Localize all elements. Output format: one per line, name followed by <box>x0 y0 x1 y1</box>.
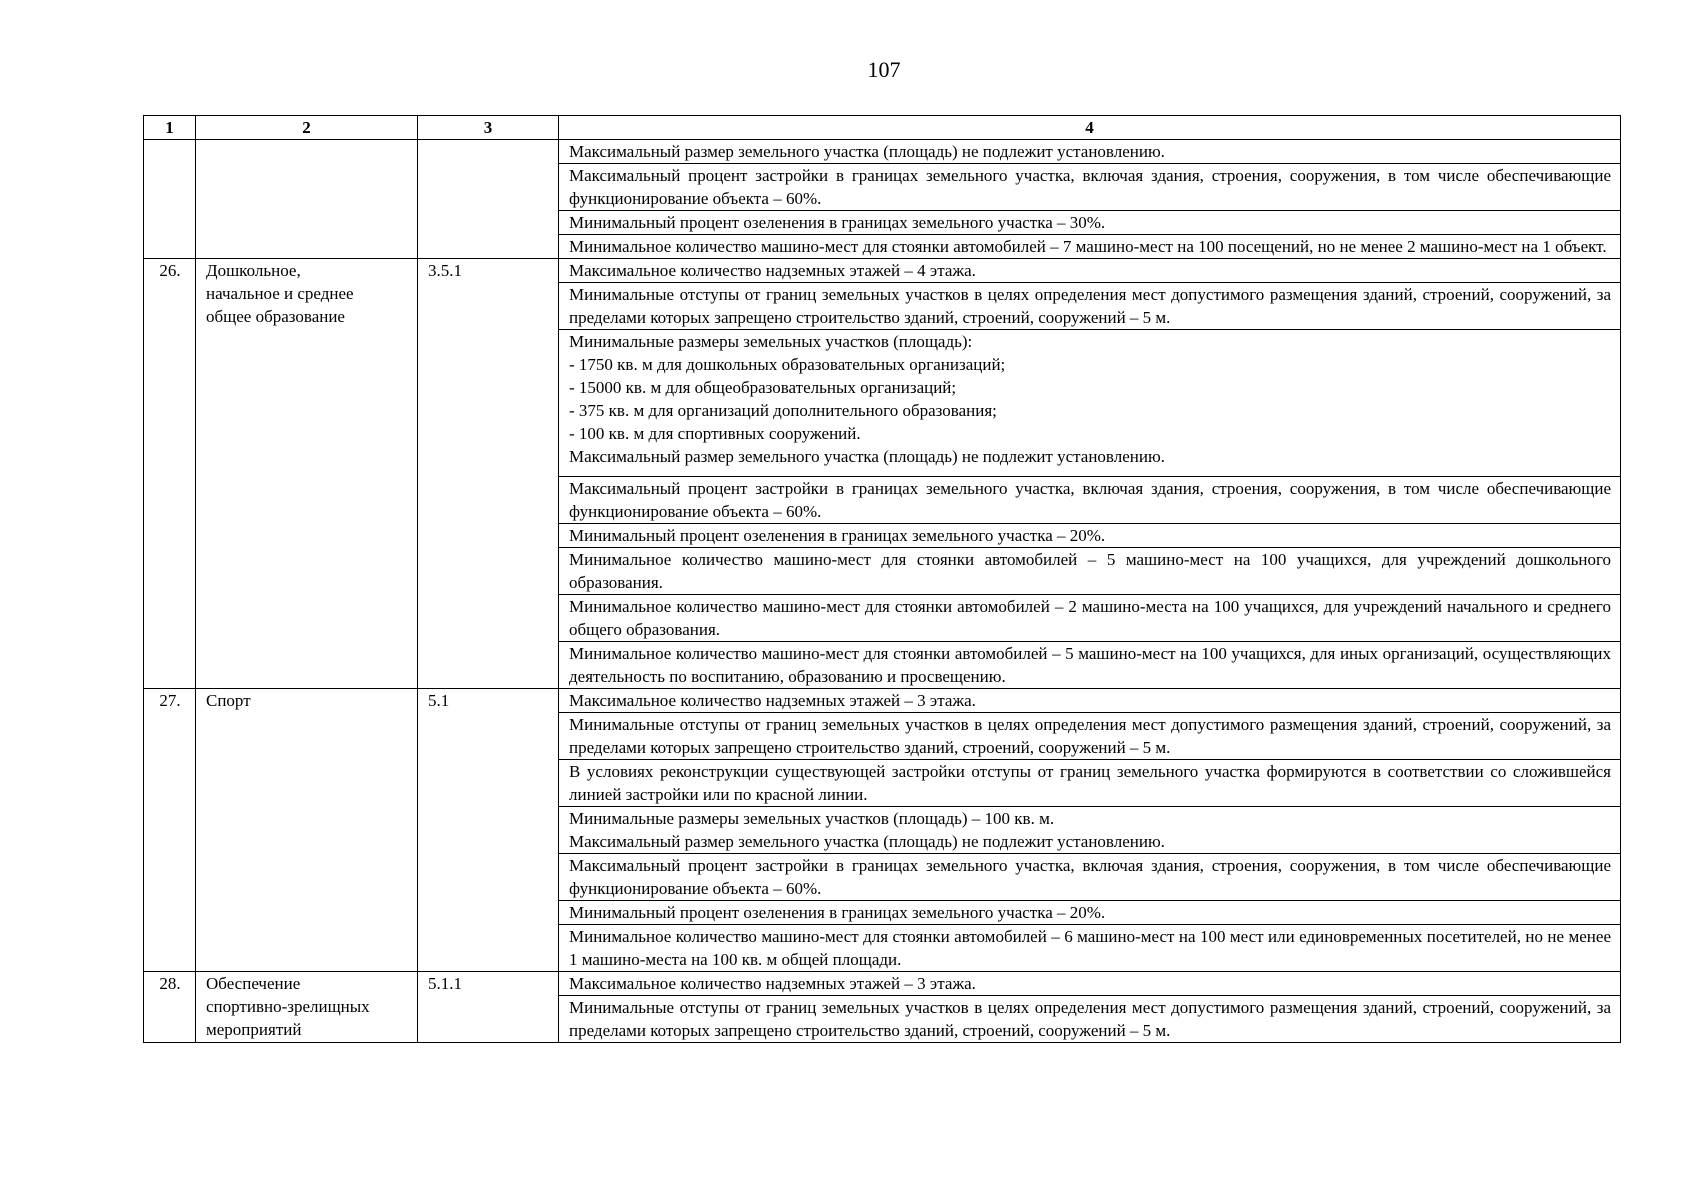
column-header: 4 <box>559 116 1621 140</box>
cell-param: Минимальные отступы от границ земельных участков в целях определения мест допустимого размещения зданий, строений, сооружений, за пределами которых запрещено строительство зданий, строений, сооружений – 5 м. <box>559 996 1621 1043</box>
cell-name <box>196 972 418 1043</box>
cell-param: Минимальное количество машино-мест для стоянки автомобилей – 5 машино-мест на 100 учащихся, для иных организаций, осуществляющих деятельность по воспитанию, образованию и просвещению. <box>559 642 1621 689</box>
cell-name <box>196 259 418 689</box>
cell-param: Минимальное количество машино-мест для стоянки автомобилей – 7 машино-мест на 100 посещений, но не менее 2 машино-мест на 1 объект. <box>559 235 1621 259</box>
name-line: мероприятий <box>206 1020 302 1039</box>
name-line: общее образование <box>206 307 345 326</box>
column-header: 2 <box>196 116 418 140</box>
cell-param: Максимальный размер земельного участка (площадь) не подлежит установлению. <box>559 140 1621 164</box>
cell-param <box>559 330 1621 477</box>
param-line: Максимальный размер земельного участка (площадь) не подлежит установлению. <box>569 447 1165 466</box>
cell-param: Минимальный процент озеленения в границах земельного участка – 20%. <box>559 901 1621 925</box>
name-line: Обеспечение <box>206 974 301 993</box>
cell-param: Максимальный процент застройки в границах земельного участка, включая здания, строения, сооружения, в том числе обеспечивающие функционирование объекта – 60%. <box>559 164 1621 211</box>
cell-param: Максимальный процент застройки в границах земельного участка, включая здания, строения, сооружения, в том числе обеспечивающие функционирование объекта – 60%. <box>559 854 1621 901</box>
name-line: Дошкольное, <box>206 261 301 280</box>
name-line: спортивно-зрелищных <box>206 997 370 1016</box>
cell-param: Минимальное количество машино-мест для стоянки автомобилей – 5 машино-мест на 100 учащихся, для учреждений дошкольного образования. <box>559 548 1621 595</box>
column-header: 1 <box>144 116 196 140</box>
table-header-row <box>144 116 1621 140</box>
table-row <box>144 689 1621 713</box>
param-line: - 375 кв. м для организаций дополнительного образования; <box>569 401 997 420</box>
regulations-table <box>143 115 1621 1043</box>
column-header: 3 <box>418 116 559 140</box>
table-row <box>144 972 1621 996</box>
cell-num <box>144 140 196 259</box>
page-number: 107 <box>867 57 901 82</box>
cell-param: Максимальное количество надземных этажей – 4 этажа. <box>559 259 1621 283</box>
cell-param: Минимальное количество машино-мест для стоянки автомобилей – 2 машино-места на 100 учащихся, для учреждений начального и среднего общего образования. <box>559 595 1621 642</box>
cell-name <box>196 689 418 972</box>
param-line: - 100 кв. м для спортивных сооружений. <box>569 424 861 443</box>
cell-param: Минимальные отступы от границ земельных участков в целях определения мест допустимого размещения зданий, строений, сооружений, за пределами которых запрещено строительство зданий, строений, сооружений – 5 м. <box>559 283 1621 330</box>
cell-param: Максимальное количество надземных этажей – 3 этажа. <box>559 689 1621 713</box>
cell-code: 3.5.1 <box>418 259 559 689</box>
cell-param: Минимальные отступы от границ земельных участков в целях определения мест допустимого размещения зданий, строений, сооружений, за пределами которых запрещено строительство зданий, строений, сооружений – 5 м. <box>559 713 1621 760</box>
cell-param: Максимальный процент застройки в границах земельного участка, включая здания, строения, сооружения, в том числе обеспечивающие функционирование объекта – 60%. <box>559 477 1621 524</box>
name-line: начальное и среднее <box>206 284 354 303</box>
table-row <box>144 259 1621 283</box>
cell-num: 26. <box>144 259 196 689</box>
cell-param: В условиях реконструкции существующей застройки отступы от границ земельного участка формируются в соответствии со сложившейся линией застройки или по красной линии. <box>559 760 1621 807</box>
cell-code <box>418 140 559 259</box>
param-line: Минимальные размеры земельных участков (площадь): <box>569 332 973 351</box>
cell-name <box>196 140 418 259</box>
param-line: - 1750 кв. м для дошкольных образовательных организаций; <box>569 355 1006 374</box>
cell-param: Минимальный процент озеленения в границах земельного участка – 20%. <box>559 524 1621 548</box>
cell-num: 27. <box>144 689 196 972</box>
name-line: Спорт <box>206 691 251 710</box>
table-row <box>144 140 1621 164</box>
param-line: - 15000 кв. м для общеобразовательных организаций; <box>569 378 957 397</box>
cell-num: 28. <box>144 972 196 1043</box>
cell-param <box>559 807 1621 854</box>
param-line: Минимальные размеры земельных участков (площадь) – 100 кв. м. <box>569 809 1055 828</box>
cell-code: 5.1 <box>418 689 559 972</box>
cell-param: Минимальное количество машино-мест для стоянки автомобилей – 6 машино-мест на 100 мест или единовременных посетителей, но не менее 1 машино-места на 100 кв. м общей площади. <box>559 925 1621 972</box>
param-line: Максимальный размер земельного участка (площадь) не подлежит установлению. <box>569 832 1165 851</box>
cell-code: 5.1.1 <box>418 972 559 1043</box>
cell-param: Минимальный процент озеленения в границах земельного участка – 30%. <box>559 211 1621 235</box>
cell-param: Максимальное количество надземных этажей – 3 этажа. <box>559 972 1621 996</box>
